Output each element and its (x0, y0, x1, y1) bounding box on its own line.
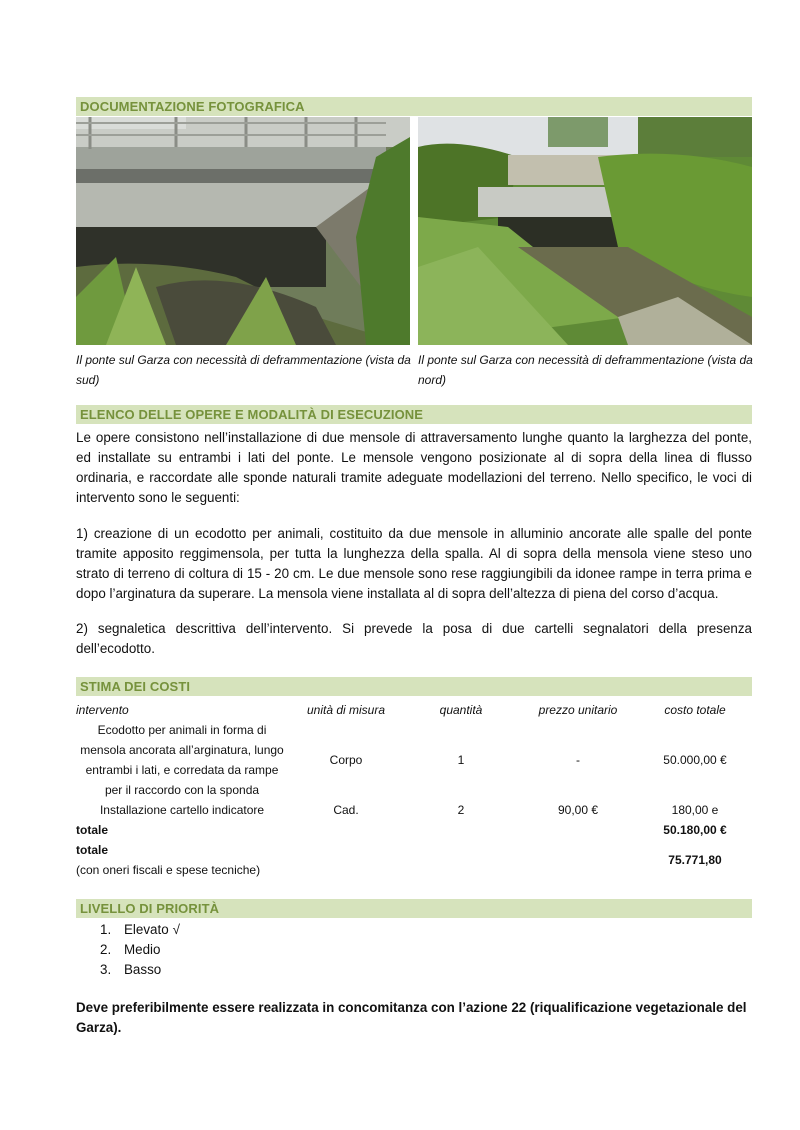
cell-quantita: 1 (457, 753, 465, 767)
checkmark-icon: √ (172, 922, 181, 937)
cell-costo: 50.000,00 € (663, 753, 727, 767)
works-item-1-paragraph: 1) creazione di un ecodotto per animali, costituito da due mensole in alluminio ancorate alle spalle del ponte tramite apposito reggimensola, per tutta la lunghezza della spalla. Al di sopra della mensola viene steso uno strato di terreno di coltura di 15 - 20 cm. Le due mensole sono rese raggiungibili da idonee rampe in terra prima e dopo l’arginatura da superare. La mensola viene installata al di sopra dell’altezza di piena del corso d’acqua. (76, 526, 752, 601)
works-item-2-paragraph: 2) segnaletica descrittiva dell’intervento. Si prevede la posa di due cartelli segnalatori della presenza dell’ecodotto. (76, 621, 752, 656)
cost-table-header-row (76, 700, 752, 720)
priority-number: 1. (100, 922, 112, 937)
total-row (76, 820, 752, 840)
section-heading-priority: LIVELLO DI PRIORITÀ (76, 899, 752, 918)
total-with-fees-value: 75.771,80 (668, 853, 722, 867)
priority-label: Medio (124, 942, 161, 957)
section-heading-photos: DOCUMENTAZIONE FOTOGRAFICA (76, 97, 752, 116)
cost-table (76, 700, 752, 880)
cell-quantita: 2 (457, 803, 465, 817)
photo-caption-south: Il ponte sul Garza con necessità di deframmentazione (vista da sud) (76, 353, 411, 387)
col-header-quantita: quantità (439, 703, 483, 717)
total-with-fees-note: (con oneri fiscali e spese tecniche) (76, 863, 261, 877)
priority-item-elevato (100, 920, 180, 940)
cell-intervento: Ecodotto per animali in forma di mensola ancorata all’arginatura, lungo entrambi i lati, e corredata da rampe per il raccordo con la sponda (80, 723, 284, 797)
cell-prezzo: 90,00 € (557, 803, 599, 817)
cell-costo: 180,00 e (671, 803, 719, 817)
priority-label: Basso (124, 962, 162, 977)
photo-caption-north: Il ponte sul Garza con necessità di deframmentazione (vista da nord) (418, 353, 753, 387)
section-heading-costs: STIMA DEI COSTI (76, 677, 752, 696)
col-header-prezzo: prezzo unitario (538, 703, 618, 717)
total-with-fees-row (76, 840, 752, 880)
priority-item-basso (100, 960, 180, 980)
col-header-unita: unità di misura (306, 703, 386, 717)
priority-item-medio (100, 940, 180, 960)
col-header-intervento: intervento (76, 703, 129, 717)
priority-number: 3. (100, 962, 112, 977)
cell-unita: Cad. (333, 803, 359, 817)
works-intro-paragraph: Le opere consistono nell’installazione di due mensole di attraversamento lunghe quanto la larghezza del ponte, ed installate su entrambi i lati del ponte. Le mensole vengono posizionate al di sopra della linea di flusso ordinaria, e raccordate alle sponde naturali tramite adeguate modellazioni del terreno. Nello specifico, le voci di intervento sono le seguenti: (76, 430, 752, 505)
cell-intervento: Installazione cartello indicatore (99, 803, 265, 817)
total-with-fees-label: totale (76, 843, 109, 857)
bridge-photo-north (418, 117, 752, 345)
total-label: totale (76, 823, 109, 837)
final-note: Deve preferibilmente essere realizzata in concomitanza con l’azione 22 (riqualificazione vegetazionale del Garza). (76, 1000, 747, 1035)
priority-label: Elevato (124, 922, 169, 937)
section-heading-works: ELENCO DELLE OPERE E MODALITÀ DI ESECUZIONE (76, 405, 752, 424)
cell-unita: Corpo (329, 753, 363, 767)
col-header-costo: costo totale (664, 703, 726, 717)
bridge-photo-south (76, 117, 410, 345)
table-row (76, 720, 752, 800)
total-with-fees-label-cell (76, 840, 288, 880)
table-row (76, 800, 752, 820)
priority-number: 2. (100, 942, 112, 957)
total-value: 50.180,00 € (663, 823, 727, 837)
cell-prezzo: - (576, 753, 580, 767)
priority-list (100, 920, 180, 980)
